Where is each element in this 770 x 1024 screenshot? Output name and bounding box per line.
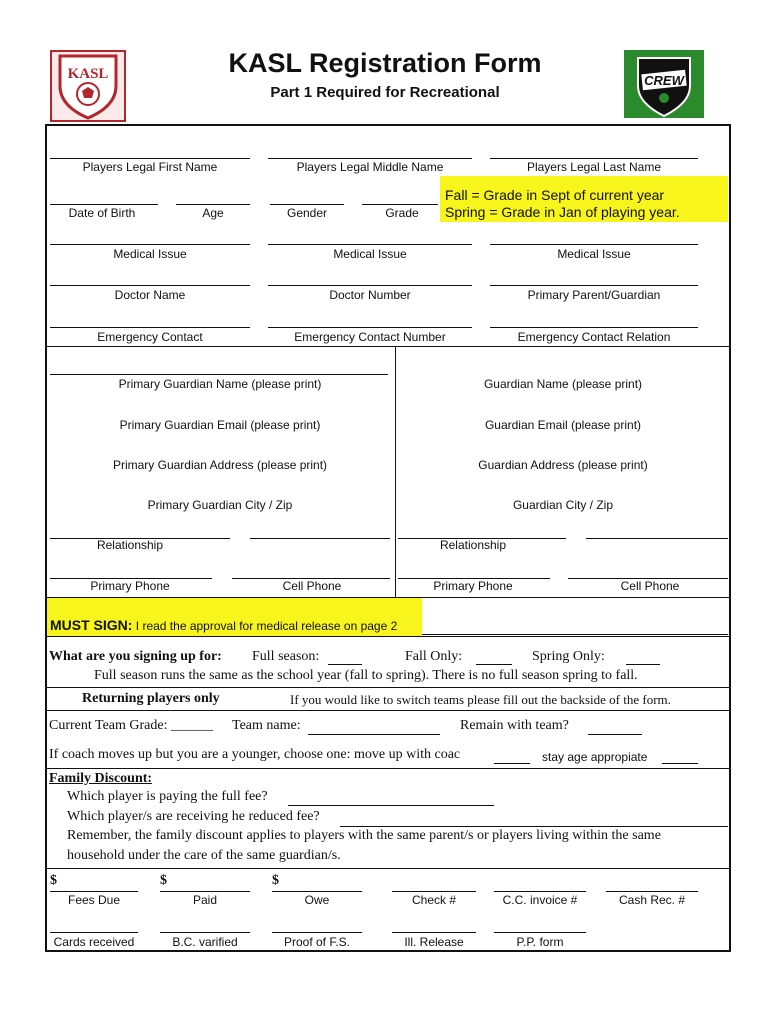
fall-only-label: Fall Only:: [405, 649, 463, 664]
fall-only-field[interactable]: [476, 664, 512, 665]
grade-field[interactable]: [362, 204, 438, 205]
office-section-top: [45, 868, 731, 869]
emergency-contact-field[interactable]: [50, 327, 250, 328]
spring-only-field[interactable]: [626, 664, 660, 665]
dollar-2: $: [160, 873, 167, 888]
family-heading: Family Discount:: [49, 771, 153, 786]
must-sign-text: I read the approval for medical release on page 2: [132, 619, 398, 633]
stay-age-label: stay age appropiate: [542, 750, 648, 764]
guardian-divider: [395, 346, 396, 598]
primary-guardian-city-label: Primary Guardian City / Zip: [147, 498, 293, 512]
paying-full-field[interactable]: [288, 805, 494, 806]
primary-guardian-address-label: Primary Guardian Address (please print): [112, 458, 328, 472]
last-name-field[interactable]: [490, 158, 698, 159]
returning-section-top: [45, 687, 731, 688]
cash-rec-field[interactable]: [606, 891, 698, 892]
spring-only-label: Spring Only:: [532, 649, 605, 664]
owe-label: Owe: [304, 893, 330, 907]
cell-phone-2-label: Cell Phone: [620, 579, 680, 593]
proof-fs-label: Proof of F.S.: [283, 935, 351, 949]
last-name-label: Players Legal Last Name: [526, 160, 662, 174]
doctor-number-label: Doctor Number: [329, 288, 411, 302]
crew-logo-text: CREW: [644, 73, 684, 88]
dollar-3: $: [272, 873, 279, 888]
kasl-logo-text: KASL: [67, 66, 109, 82]
middle-name-field[interactable]: [268, 158, 472, 159]
gender-label: Gender: [286, 206, 328, 220]
ill-release-label: Ill. Release: [404, 935, 464, 949]
emergency-number-field[interactable]: [268, 327, 472, 328]
full-season-label: Full season:: [252, 649, 320, 664]
reduced-field[interactable]: [340, 826, 728, 827]
dob-label: Date of Birth: [68, 206, 136, 220]
primary-guardian-name-field[interactable]: [50, 374, 388, 375]
doctor-name-label: Doctor Name: [114, 288, 186, 302]
guardian-email-label: Guardian Email (please print): [484, 418, 642, 432]
team-name-field[interactable]: [308, 734, 440, 735]
guardian-address-label: Guardian Address (please print): [478, 458, 648, 472]
gender-field[interactable]: [270, 204, 344, 205]
medical-2-label: Medical Issue: [333, 247, 407, 261]
sign-section-bottom: [45, 636, 731, 637]
switch-note: If you would like to switch teams please fill out the backside of the form.: [290, 692, 671, 707]
check-label: Check #: [411, 893, 457, 907]
relationship-1-label: Relationship: [96, 538, 164, 552]
signature-field[interactable]: [422, 634, 728, 635]
doctor-number-field[interactable]: [268, 285, 472, 286]
primary-parent-label: Primary Parent/Guardian: [527, 288, 661, 302]
proof-fs-field[interactable]: [272, 932, 362, 933]
must-sign-label: MUST SIGN:: [50, 617, 133, 633]
check-field[interactable]: [392, 891, 476, 892]
returning-label: Returning players only: [82, 691, 220, 706]
cards-received-field[interactable]: [50, 932, 138, 933]
cc-invoice-field[interactable]: [494, 891, 586, 892]
ill-release-field[interactable]: [392, 932, 476, 933]
remain-label: Remain with team?: [460, 718, 569, 733]
paying-full-label: Which player is paying the full fee?: [67, 789, 268, 804]
relationship-2-label: Relationship: [439, 538, 507, 552]
emergency-relation-label: Emergency Contact Relation: [517, 330, 671, 344]
move-up-field[interactable]: [494, 763, 530, 764]
paid-label: Paid: [192, 893, 218, 907]
signup-question: What are you signing up for:: [49, 649, 222, 664]
reduced-label: Which player/s are receiving he reduced fee?: [67, 809, 320, 824]
first-name-field[interactable]: [50, 158, 250, 159]
dob-field[interactable]: [50, 204, 158, 205]
medical-1-field[interactable]: [50, 244, 250, 245]
team-name-label: Team name:: [232, 718, 301, 733]
full-season-field[interactable]: [328, 664, 362, 665]
emergency-contact-label: Emergency Contact: [97, 330, 203, 344]
must-sign-statement: [50, 617, 397, 633]
cards-received-label: Cards received: [53, 935, 135, 949]
page-title: KASL Registration Form: [228, 48, 542, 78]
guardian-name-label: Guardian Name (please print): [483, 377, 643, 391]
age-field[interactable]: [176, 204, 250, 205]
stay-age-field[interactable]: [662, 763, 698, 764]
current-grade-label: Current Team Grade: ______: [49, 718, 213, 733]
medical-2-field[interactable]: [268, 244, 472, 245]
emergency-relation-field[interactable]: [490, 327, 698, 328]
fees-due-field[interactable]: [50, 891, 138, 892]
grade-note-1: Fall = Grade in Sept of current year: [445, 187, 665, 203]
medical-3-label: Medical Issue: [557, 247, 631, 261]
paid-field[interactable]: [160, 891, 250, 892]
coach-moves-label: If coach moves up but you are a younger, choose one: move up with coac: [49, 747, 461, 762]
dollar-1: $: [50, 873, 57, 888]
page-subtitle: Part 1 Required for Recreational: [270, 84, 500, 101]
returning-section-bottom: [45, 710, 731, 711]
medical-1-label: Medical Issue: [113, 247, 187, 261]
primary-guardian-name-label: Primary Guardian Name (please print): [118, 377, 322, 391]
bc-verified-field[interactable]: [160, 932, 250, 933]
cell-phone-1-label: Cell Phone: [282, 579, 342, 593]
pp-form-field[interactable]: [494, 932, 586, 933]
primary-phone-1-label: Primary Phone: [90, 579, 170, 593]
grade-label: Grade: [385, 206, 419, 220]
remember-line-2: household under the care of the same guardian/s.: [67, 848, 341, 863]
cash-rec-label: Cash Rec. #: [618, 893, 686, 907]
pp-form-label: P.P. form: [516, 935, 564, 949]
guardian-city-label: Guardian City / Zip: [512, 498, 614, 512]
guardian-section-top: [45, 346, 731, 347]
first-name-label: Players Legal First Name: [82, 160, 218, 174]
emergency-number-label: Emergency Contact Number: [294, 330, 446, 344]
remain-field[interactable]: [588, 734, 642, 735]
cc-invoice-label: C.C. invoice #: [502, 893, 578, 907]
family-section-top: [45, 768, 731, 769]
age-label: Age: [202, 206, 224, 220]
relationship-2-extra-field[interactable]: [586, 538, 728, 539]
remember-line-1: Remember, the family discount applies to players with the same parent/s or players living within the same: [67, 828, 661, 843]
relationship-1-extra-field[interactable]: [250, 538, 390, 539]
grade-note-2: Spring = Grade in Jan of playing year.: [445, 204, 680, 220]
full-season-note: Full season runs the same as the school year (fall to spring). There is no full season spring to fall.: [94, 668, 638, 683]
bc-verified-label: B.C. varified: [172, 935, 238, 949]
doctor-name-field[interactable]: [50, 285, 250, 286]
fees-due-label: Fees Due: [67, 893, 121, 907]
owe-field[interactable]: [272, 891, 362, 892]
primary-parent-field[interactable]: [490, 285, 698, 286]
primary-guardian-email-label: Primary Guardian Email (please print): [119, 418, 321, 432]
primary-phone-2-label: Primary Phone: [433, 579, 513, 593]
middle-name-label: Players Legal Middle Name: [296, 160, 444, 174]
medical-3-field[interactable]: [490, 244, 698, 245]
